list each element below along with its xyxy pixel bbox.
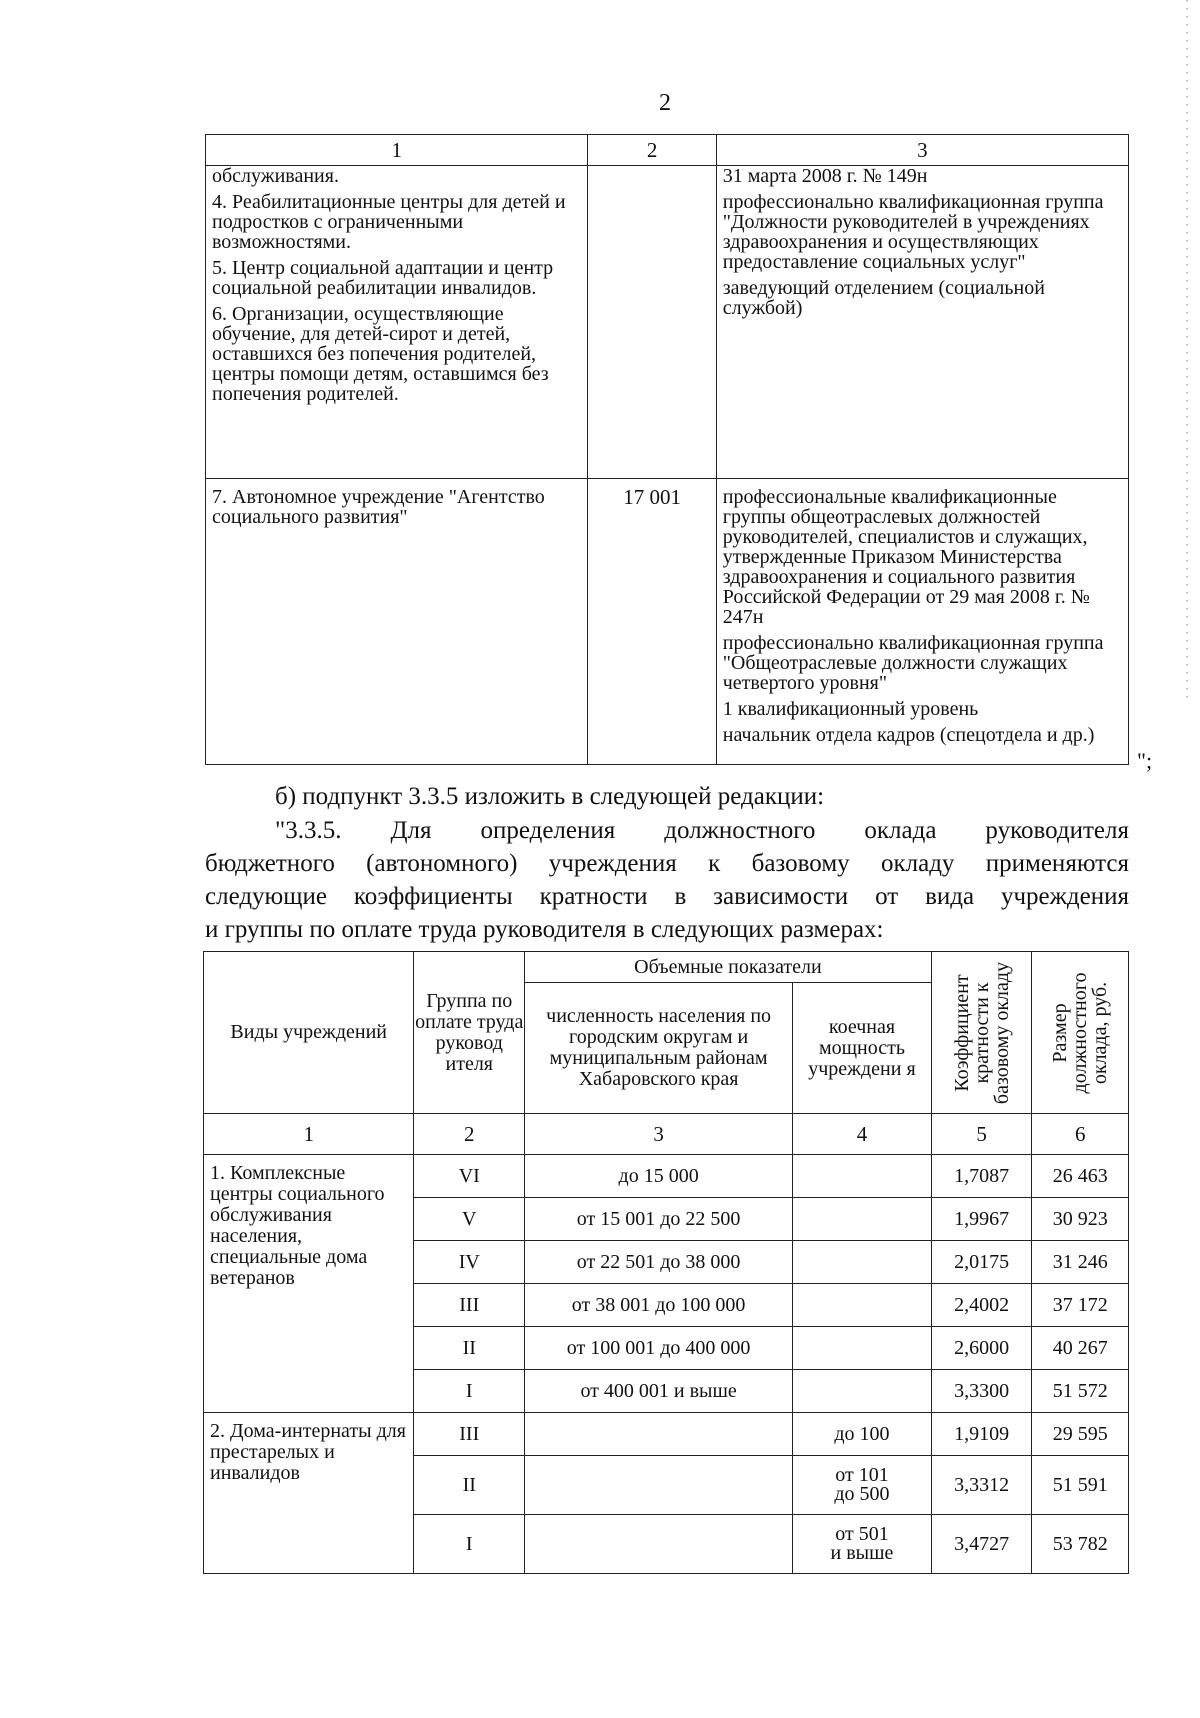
- salary-cell: 51 572: [1032, 1370, 1129, 1413]
- beds-cell: [793, 1198, 932, 1241]
- beds-cell: [793, 1327, 932, 1370]
- column-number: 4: [793, 1114, 932, 1155]
- header-beds: коечная мощность учреждени я: [793, 983, 932, 1114]
- paragraph-line: и группы по оплате труда руководителя в следующих размерах:: [205, 916, 884, 943]
- beds-from: от 501: [835, 1523, 889, 1545]
- coef-cell: 1,7087: [931, 1155, 1032, 1198]
- coef-cell: 1,9109: [931, 1413, 1032, 1456]
- qualification-cell: [716, 479, 1128, 765]
- institution-cell: [206, 479, 588, 765]
- population-cell: [525, 1515, 793, 1574]
- continuation-table: [205, 134, 1129, 765]
- scan-artifact: [1186, 0, 1188, 700]
- group-cell: VI: [414, 1155, 525, 1198]
- beds-cell: [793, 1284, 932, 1327]
- table-header-row: [204, 952, 1129, 983]
- category-cell: 1. Комплексные центры социального обслуживания населения, специальные дома ветеранов: [204, 1155, 414, 1413]
- beds-cell: [793, 1370, 932, 1413]
- header-coef-text: Коэффициент кратности к базовому окладу: [950, 961, 1013, 1104]
- population-cell: [525, 1413, 793, 1456]
- category-cell: 2. Дома-интернаты для престарелых и инвалидов: [204, 1413, 414, 1574]
- table-row: [206, 166, 1129, 479]
- salary-cell: 31 246: [1032, 1241, 1129, 1284]
- salary-cell: [588, 166, 716, 479]
- population-cell: [525, 1456, 793, 1515]
- header-salary-text: Размер должностного оклада, руб.: [1049, 972, 1112, 1093]
- beds-from: от 101: [835, 1464, 889, 1486]
- cell-text: 4. Реабилитационные центры для детей и подростков с ограниченными возможностями.: [212, 191, 566, 253]
- header-group: Группа по оплате труда руковод ителя: [414, 952, 525, 1114]
- coef-cell: 3,4727: [931, 1515, 1032, 1574]
- beds-cell: до 100: [793, 1413, 932, 1456]
- table-header-row: [206, 135, 1129, 166]
- column-number: 1: [204, 1114, 414, 1155]
- header-volume: Объемные показатели: [525, 952, 932, 983]
- cell-text: профессионально квалификационная группа "Должности руководителей в учреждениях здравоохранения и осуществляющих предоставление социальных услуг": [722, 191, 1104, 273]
- header-salary: [1032, 952, 1129, 1114]
- cell-text: 1 квалификационный уровень: [722, 698, 979, 720]
- page-number: 2: [659, 90, 671, 116]
- subclause-paragraph: [205, 814, 1129, 946]
- beds-cell: [793, 1456, 932, 1515]
- table-row: [206, 479, 1129, 765]
- coef-cell: 1,9967: [931, 1198, 1032, 1241]
- cell-text: профессиональные квалификационные группы общеотраслевых должностей руководителей, специалистов и служащих, утвержденные Приказом Министерства здравоохранения и социального развития Российской Федерации от 29 мая 2008 г. № 247н: [722, 486, 1090, 628]
- beds-cell: [793, 1241, 932, 1284]
- coef-cell: 3,3312: [931, 1456, 1032, 1515]
- closing-quote: ";: [1137, 748, 1153, 773]
- cell-text: обслуживания.: [212, 165, 339, 187]
- coefficient-table: [203, 951, 1129, 1574]
- cell-text: 7. Автономное учреждение "Агентство социального развития": [212, 486, 545, 528]
- group-cell: III: [414, 1413, 525, 1456]
- salary-cell: 51 591: [1032, 1456, 1129, 1515]
- header-col-3: 3: [716, 135, 1128, 166]
- paragraph-line: бюджетного (автономного) учреждения к базовому окладу применяются: [205, 850, 1129, 877]
- beds-cell: [793, 1155, 932, 1198]
- population-cell: от 100 001 до 400 000: [525, 1327, 793, 1370]
- beds-to: и выше: [830, 1542, 894, 1564]
- salary-cell: 26 463: [1032, 1155, 1129, 1198]
- table-row: [204, 1155, 1129, 1198]
- group-cell: III: [414, 1284, 525, 1327]
- salary-cell: 37 172: [1032, 1284, 1129, 1327]
- cell-text: 6. Организации, осуществляющие обучение, для детей-сирот и детей, оставшихся без попечения родителей, центры помощи детям, оставшимся без попечения родителей.: [212, 303, 549, 405]
- amendment-paragraph: б) подпункт 3.3.5 изложить в следующей редакции:: [275, 783, 825, 810]
- salary-cell: 53 782: [1032, 1515, 1129, 1574]
- cell-text: профессионально квалификационная группа "Общеотраслевые должности служащих четвертого уровня": [722, 632, 1104, 694]
- population-cell: от 38 001 до 100 000: [525, 1284, 793, 1327]
- group-cell: II: [414, 1327, 525, 1370]
- column-number: 3: [525, 1114, 793, 1155]
- coef-cell: 3,3300: [931, 1370, 1032, 1413]
- qualification-cell: [716, 166, 1128, 479]
- salary-cell: 29 595: [1032, 1413, 1129, 1456]
- cell-text: 31 марта 2008 г. № 149н: [722, 165, 928, 187]
- column-number-row: [204, 1114, 1129, 1155]
- header-col-2: 2: [588, 135, 716, 166]
- column-number: 5: [931, 1114, 1032, 1155]
- table-row: [204, 1413, 1129, 1456]
- group-cell: V: [414, 1198, 525, 1241]
- beds-cell: [793, 1515, 932, 1574]
- coef-cell: 2,0175: [931, 1241, 1032, 1284]
- salary-cell: 17 001: [588, 479, 716, 765]
- header-types: Виды учреждений: [204, 952, 414, 1114]
- group-cell: II: [414, 1456, 525, 1515]
- population-cell: от 22 501 до 38 000: [525, 1241, 793, 1284]
- population-cell: от 15 001 до 22 500: [525, 1198, 793, 1241]
- cell-text: 5. Центр социальной адаптации и центр социальной реабилитации инвалидов.: [212, 257, 554, 299]
- cell-text: начальник отдела кадров (спецотдела и др.): [722, 724, 1095, 746]
- coef-cell: 2,6000: [931, 1327, 1032, 1370]
- group-cell: I: [414, 1515, 525, 1574]
- paragraph-line: следующие коэффициенты кратности в зависимости от вида учреждения: [205, 883, 1129, 910]
- salary-cell: 30 923: [1032, 1198, 1129, 1241]
- institution-list-cell: [206, 166, 588, 479]
- cell-text: заведующий отделением (социальной службой): [722, 277, 1045, 319]
- group-cell: I: [414, 1370, 525, 1413]
- population-cell: до 15 000: [525, 1155, 793, 1198]
- population-cell: от 400 001 и выше: [525, 1370, 793, 1413]
- header-coef: [931, 952, 1032, 1114]
- header-col-1: 1: [206, 135, 588, 166]
- beds-to: до 500: [834, 1483, 890, 1505]
- group-cell: IV: [414, 1241, 525, 1284]
- column-number: 6: [1032, 1114, 1129, 1155]
- header-population: численность населения по городским округам и муниципальным районам Хабаровского края: [525, 983, 793, 1114]
- coef-cell: 2,4002: [931, 1284, 1032, 1327]
- paragraph-line: "3.3.5. Для определения должностного оклада руководителя: [275, 817, 1129, 844]
- column-number: 2: [414, 1114, 525, 1155]
- salary-cell: 40 267: [1032, 1327, 1129, 1370]
